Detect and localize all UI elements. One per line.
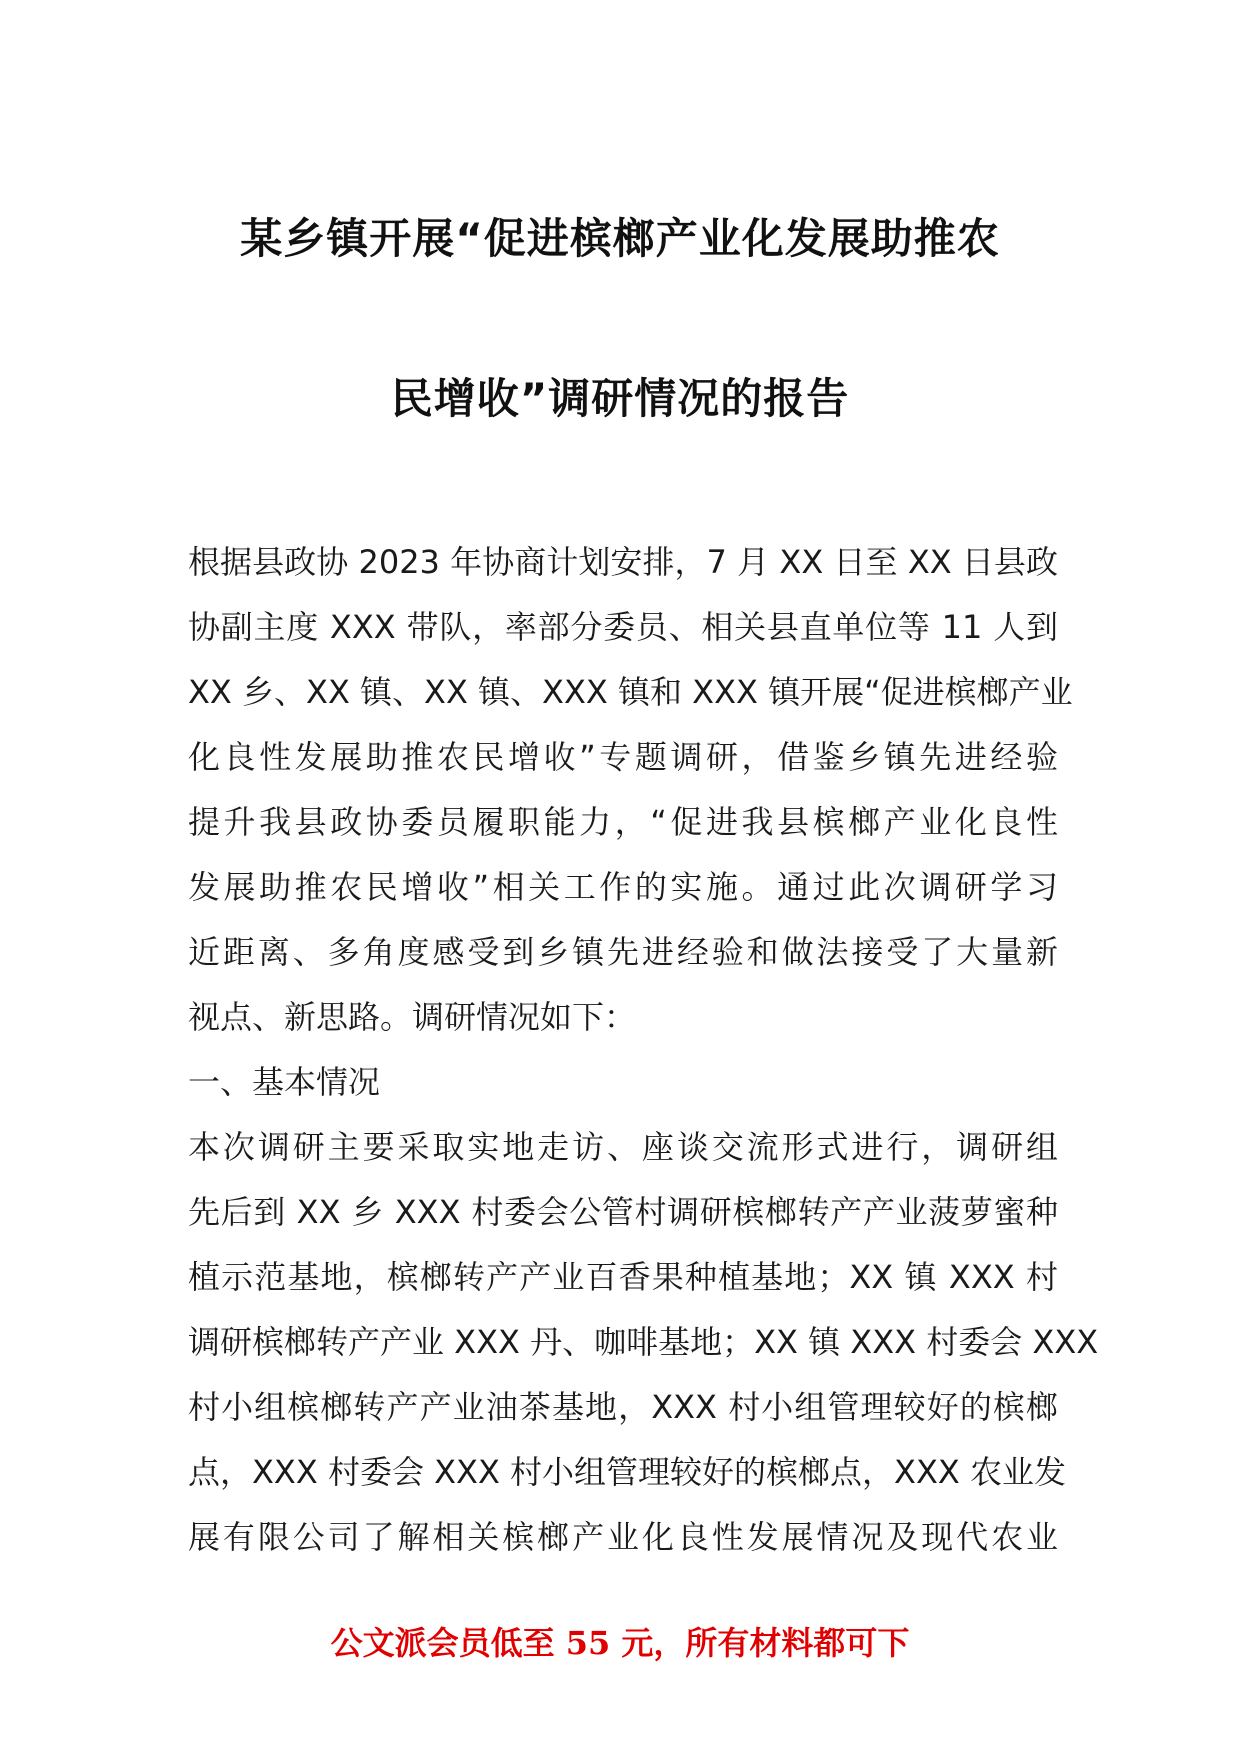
intro-line: XX 乡、XX 镇、XX 镇、XXX 镇和 XXX 镇开展“促进槟榔产业 bbox=[188, 673, 1073, 711]
intro-line: 提升我县政协委员履职能力，“促进我县槟榔产业化良性 bbox=[188, 803, 1058, 841]
intro-line: 根据县政协 2023 年协商计划安排，7 月 XX 日至 XX 日县政 bbox=[188, 543, 1058, 581]
section-line: 植示范基地，槟榔转产产业百香果种植基地；XX 镇 XXX 村 bbox=[188, 1258, 1058, 1296]
section-line: 展有限公司了解相关槟榔产业化良性发展情况及现代农业 bbox=[188, 1518, 1058, 1556]
section-heading: 一、基本情况 bbox=[188, 1063, 381, 1101]
section-line: 先后到 XX 乡 XXX 村委会公管村调研槟榔转产产业菠萝蜜种 bbox=[188, 1193, 1058, 1231]
section-line: 点，XXX 村委会 XXX 村小组管理较好的槟榔点，XXX 农业发 bbox=[188, 1453, 1066, 1491]
intro-line: 近距离、多角度感受到乡镇先进经验和做法接受了大量新 bbox=[188, 933, 1058, 971]
document-body bbox=[188, 530, 1099, 1570]
document-title-line-1: 某乡镇开展“促进槟榔产业化发展助推农 bbox=[240, 214, 1000, 263]
section-line: 村小组槟榔转产产业油茶基地，XXX 村小组管理较好的槟榔 bbox=[188, 1388, 1058, 1426]
section-line: 调研槟榔转产产业 XXX 丹、咖啡基地；XX 镇 XXX 村委会 XXX bbox=[188, 1323, 1099, 1361]
footer-promo-note: 公文派会员低至 55 元，所有材料都可下 bbox=[330, 1624, 910, 1662]
document-title-line-2: 民增收”调研情况的报告 bbox=[390, 374, 850, 423]
section-line: 本次调研主要采取实地走访、座谈交流形式进行，调研组 bbox=[188, 1128, 1058, 1166]
intro-line: 发展助推农民增收”相关工作的实施。通过此次调研学习 bbox=[188, 868, 1058, 906]
intro-line: 协副主度 XXX 带队，率部分委员、相关县直单位等 11 人到 bbox=[188, 608, 1058, 646]
intro-line: 视点、新思路。调研情况如下： bbox=[188, 998, 637, 1036]
intro-line: 化良性发展助推农民增收”专题调研，借鉴乡镇先进经验 bbox=[188, 738, 1058, 776]
